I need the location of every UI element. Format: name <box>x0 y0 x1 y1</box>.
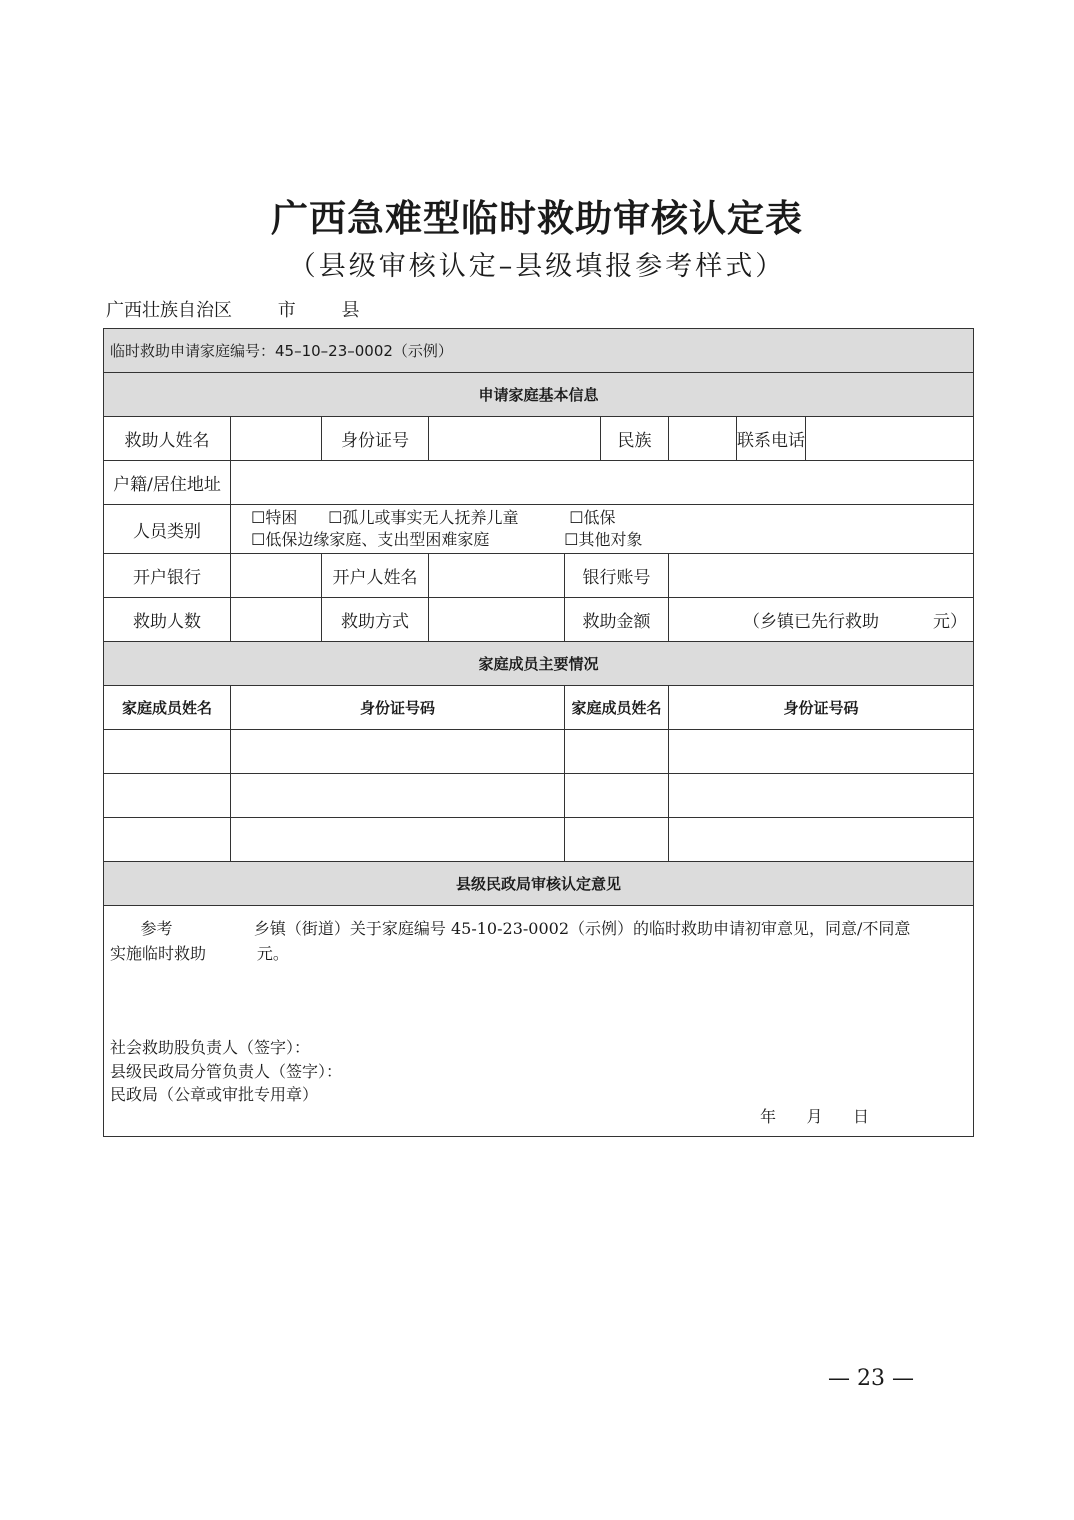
members-header <box>104 642 974 686</box>
account-holder-label: 开户人姓名 <box>322 554 429 598</box>
opinion-header <box>104 862 974 906</box>
member-id-cell[interactable] <box>231 730 565 774</box>
assessment-form <box>103 328 974 1137</box>
aid-method-label: 救助方式 <box>322 598 429 642</box>
member-id-header-left: 身份证号码 <box>231 686 565 730</box>
applicant-name-label: 救助人姓名 <box>104 417 231 461</box>
bank-account-field[interactable] <box>669 554 974 598</box>
bank-label: 开户银行 <box>104 554 231 598</box>
account-holder-field[interactable] <box>429 554 565 598</box>
basic-info-header-text: 申请家庭基本信息 <box>478 386 599 404</box>
signatory-social-aid-head: 社会救助股负责人（签字）： <box>110 1038 311 1057</box>
family-id-label: 临时救助申请家庭编号：45–10–23–0002（示例） <box>110 342 453 360</box>
ethnicity-value[interactable] <box>669 417 737 460</box>
category-options[interactable] <box>231 505 974 554</box>
members-header-text: 家庭成员主要情况 <box>478 655 599 673</box>
aid-count-label: 救助人数 <box>104 598 231 642</box>
aid-amount-field[interactable] <box>669 598 974 642</box>
category-option-other[interactable]: ☐其他对象 <box>564 530 643 549</box>
table-row <box>104 774 974 818</box>
id-number-label: 身份证号 <box>322 417 429 461</box>
table-row <box>104 818 974 862</box>
family-id-row <box>104 329 974 373</box>
member-name-header-left: 家庭成员姓名 <box>104 686 231 730</box>
signatory-deputy-head: 县级民政局分管负责人（签字）： <box>110 1062 343 1081</box>
member-id-cell[interactable] <box>231 774 565 818</box>
opinion-cell[interactable] <box>104 906 974 1137</box>
category-line-1 <box>251 507 967 529</box>
category-option-dibao[interactable]: ☐低保 <box>569 508 616 527</box>
aid-method-field[interactable] <box>429 598 565 642</box>
page-number: — 23 — <box>828 1366 914 1391</box>
ethnicity-label: 民族 <box>601 417 669 461</box>
member-id-cell[interactable] <box>231 818 565 862</box>
member-id-header-right: 身份证号码 <box>669 686 974 730</box>
member-id-cell[interactable] <box>669 774 974 818</box>
opinion-text-line-2: 实施临时救助 元。 <box>110 944 289 963</box>
region-line: 广西壮族自治区 市 县 <box>106 300 360 321</box>
signatory-seal: 民政局（公章或审批专用章） <box>110 1085 319 1104</box>
member-id-cell[interactable] <box>669 818 974 862</box>
aid-amount-label: 救助金额 <box>565 598 669 642</box>
member-name-cell[interactable] <box>104 730 231 774</box>
aid-amount-note: （乡镇已先行救助 元） <box>742 612 967 632</box>
member-name-cell[interactable] <box>565 774 669 818</box>
member-id-cell[interactable] <box>669 730 974 774</box>
address-field[interactable] <box>231 461 974 505</box>
date-line: 年 月 日 <box>760 1107 870 1126</box>
phone-label: 联系电话 <box>737 431 805 451</box>
category-label: 人员类别 <box>104 505 231 554</box>
phone-field[interactable] <box>806 417 974 461</box>
id-number-field[interactable] <box>429 417 601 461</box>
category-option-edge[interactable]: ☐低保边缘家庭、支出型困难家庭 <box>251 530 490 549</box>
basic-info-header <box>104 373 974 417</box>
opinion-header-text: 县级民政局审核认定意见 <box>455 875 621 893</box>
document-title: 广西急难型临时救助审核认定表 <box>271 196 803 240</box>
category-option-orphan[interactable]: ☐孤儿或事实无人抚养儿童 <box>328 508 519 527</box>
ethnicity-field[interactable] <box>669 417 806 461</box>
aid-count-field[interactable] <box>231 598 322 642</box>
address-label: 户籍/居住地址 <box>104 461 231 505</box>
member-name-cell[interactable] <box>104 818 231 862</box>
document-subtitle: （县级审核认定–县级填报参考样式） <box>288 251 786 282</box>
category-option-tekun[interactable]: ☐特困 <box>251 508 298 527</box>
bank-account-label: 银行账号 <box>565 554 669 598</box>
applicant-name-field[interactable] <box>231 417 322 461</box>
member-name-cell[interactable] <box>565 730 669 774</box>
opinion-text-line-1: 参考 乡镇（街道）关于家庭编号 45-10-23-0002（示例）的临时救助申请初审意见，同意/不同意 <box>110 919 911 938</box>
category-line-2 <box>251 529 967 551</box>
member-name-cell[interactable] <box>565 818 669 862</box>
bank-field[interactable] <box>231 554 322 598</box>
member-name-cell[interactable] <box>104 774 231 818</box>
member-name-header-right: 家庭成员姓名 <box>565 686 669 730</box>
table-row <box>104 730 974 774</box>
